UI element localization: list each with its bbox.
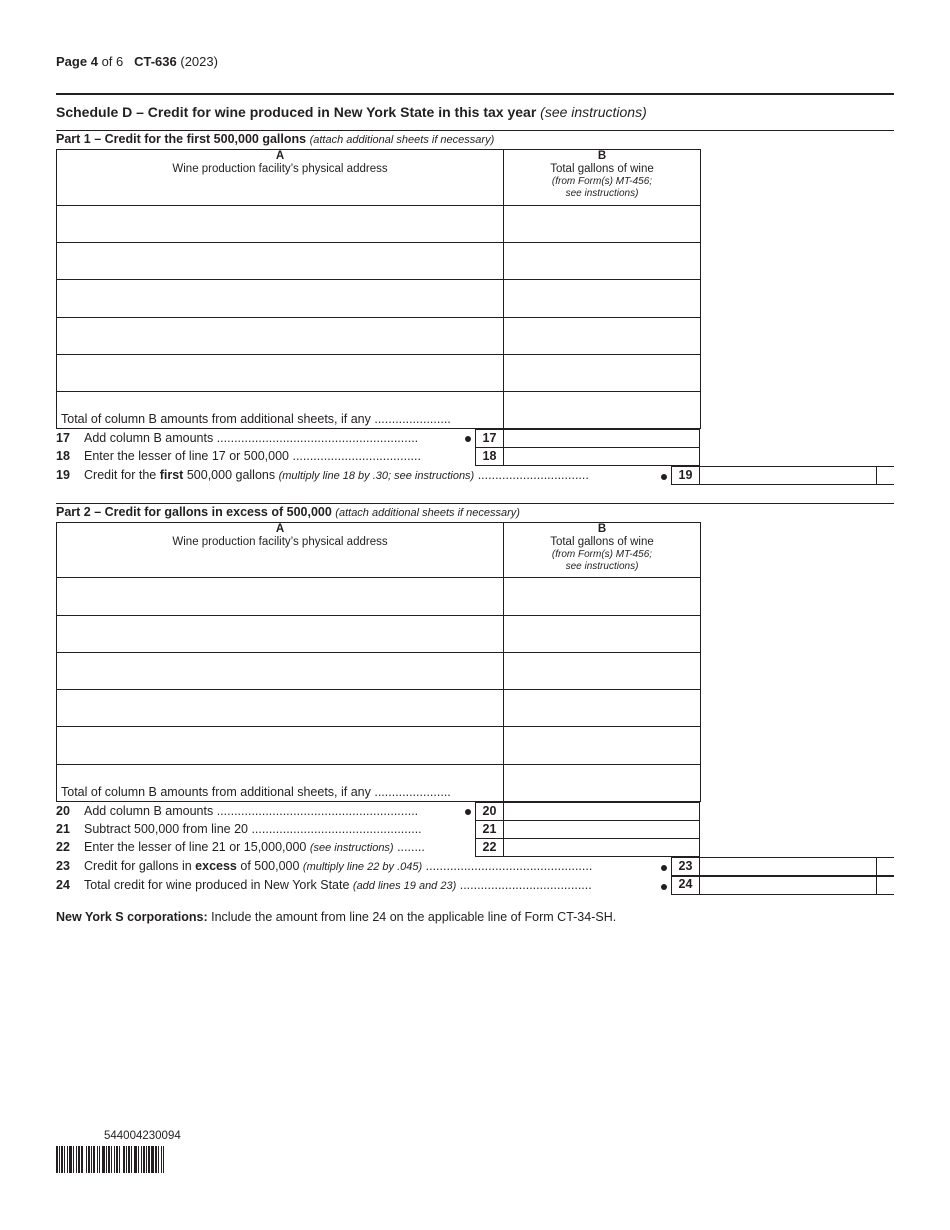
barcode-bar: [131, 1146, 132, 1173]
bullet-icon: [465, 809, 471, 815]
barcode-bar: [59, 1146, 60, 1173]
part2-col-a-header: A Wine production facility’s physical address: [57, 523, 504, 578]
line-22-number-box: 22: [475, 838, 504, 857]
barcode-bar: [141, 1146, 142, 1173]
barcode-bar: [78, 1146, 80, 1173]
barcode-bar: [158, 1146, 159, 1173]
barcode-bar: [128, 1146, 130, 1173]
part1-address-field[interactable]: [57, 355, 504, 392]
barcode-number: 544004230094: [104, 1130, 181, 1142]
part1-address-field[interactable]: [57, 280, 504, 318]
part1-title: Part 1 – Credit for the first 500,000 gallons (attach additional sheets if necessary): [56, 132, 495, 146]
barcode-bar: [111, 1146, 112, 1173]
barcode-bar: [102, 1146, 105, 1173]
page-header: Page 4 of 6 CT-636 (2023): [56, 54, 218, 69]
part2-total-label: Total of column B amounts from additional sheets, if any ......................: [57, 765, 504, 802]
line-21: 21 Subtract 500,000 from line 20 .................................................: [56, 822, 422, 836]
line-18-number-box: 18: [475, 447, 504, 466]
barcode-bar: [99, 1146, 100, 1173]
s-corporation-note: New York S corporations: Include the amount from line 24 on the applicable line of Form CT-34-SH.: [56, 910, 617, 924]
barcode-bar: [88, 1146, 90, 1173]
line-22-amount-field[interactable]: [503, 838, 700, 857]
part1-total-label: Total of column B amounts from additional sheets, if any ......................: [57, 392, 504, 429]
barcode-bar: [119, 1146, 120, 1173]
barcode-bar: [108, 1146, 110, 1173]
line-19-amount-field[interactable]: [699, 466, 894, 485]
part2-gallons-field[interactable]: [504, 727, 701, 765]
line-23-number-box: 23: [671, 857, 700, 876]
part2-address-field[interactable]: [57, 578, 504, 616]
part2-rule: [56, 503, 894, 504]
line-20-number-box: 20: [475, 802, 504, 821]
barcode-bar: [69, 1146, 72, 1173]
line-17-amount-field[interactable]: [503, 429, 700, 448]
part2-title: Part 2 – Credit for gallons in excess of 500,000 (attach additional sheets if necessary): [56, 505, 520, 519]
part1-gallons-field[interactable]: [504, 243, 701, 280]
part1-total-field[interactable]: [504, 392, 701, 429]
cents-divider: [876, 857, 877, 876]
schedule-title: Schedule D – Credit for wine produced in New York State in this tax year (see instructions): [56, 104, 647, 120]
line-23: 23 Credit for gallons in excess of 500,000 (multiply line 22 by .045) ................................................: [56, 859, 593, 873]
barcode-bar: [73, 1146, 74, 1173]
part1-table: [56, 149, 701, 429]
barcode-bar: [163, 1146, 164, 1173]
barcode-bar: [86, 1146, 87, 1173]
barcode-bar: [126, 1146, 127, 1173]
part1-address-field[interactable]: [57, 243, 504, 280]
line-24-bottom-rule: [671, 894, 894, 895]
barcode-bar: [97, 1146, 98, 1173]
line-19: 19 Credit for the first 500,000 gallons (multiply line 18 by .30; see instructions) ................................: [56, 468, 589, 482]
barcode-bar: [91, 1146, 92, 1173]
barcode-bar: [64, 1146, 65, 1173]
bullet-icon: [661, 474, 667, 480]
part1-address-field[interactable]: [57, 318, 504, 355]
cents-divider: [876, 876, 877, 895]
line-20: 20 Add column B amounts ..........................................................: [56, 804, 419, 818]
top-rule: [56, 93, 894, 95]
barcode-bar: [134, 1146, 137, 1173]
barcode-bar: [151, 1146, 154, 1173]
barcode-bar: [146, 1146, 147, 1173]
part2-gallons-field[interactable]: [504, 653, 701, 690]
barcode-bar: [106, 1146, 107, 1173]
barcode-bar: [93, 1146, 95, 1173]
line-21-number-box: 21: [475, 820, 504, 839]
part1-gallons-field[interactable]: [504, 318, 701, 355]
part2-col-b-header: B Total gallons of wine (from Form(s) MT-456; see instructions): [504, 523, 701, 578]
line-18: 18 Enter the lesser of line 17 or 500,000 .....................................: [56, 449, 421, 463]
barcode-bar: [56, 1146, 58, 1173]
line-24-amount-field[interactable]: [699, 876, 894, 895]
barcode-bar: [81, 1146, 83, 1173]
line-21-amount-field[interactable]: [503, 820, 700, 839]
line-22: 22 Enter the lesser of line 21 or 15,000,000 (see instructions) ........: [56, 840, 425, 854]
part2-gallons-field[interactable]: [504, 690, 701, 727]
barcode-bar: [67, 1146, 68, 1173]
line-19-bottom-rule: [671, 484, 894, 485]
part2-address-field[interactable]: [57, 616, 504, 653]
bullet-icon: [661, 884, 667, 890]
part2-table: [56, 522, 701, 802]
line-23-amount-field[interactable]: [699, 857, 894, 876]
schedule-rule: [56, 130, 894, 131]
line-19-number-box: 19: [671, 466, 700, 485]
part2-address-field[interactable]: [57, 727, 504, 765]
part2-address-field[interactable]: [57, 690, 504, 727]
part2-address-field[interactable]: [57, 653, 504, 690]
part1-gallons-field[interactable]: [504, 355, 701, 392]
barcode-bar: [155, 1146, 157, 1173]
part2-total-field[interactable]: [504, 765, 701, 802]
part1-col-a-header: A Wine production facility’s physical address: [57, 150, 504, 206]
part1-gallons-field[interactable]: [504, 280, 701, 318]
bullet-icon: [465, 436, 471, 442]
barcode-bar: [116, 1146, 118, 1173]
barcode-icon: [56, 1146, 238, 1173]
barcode-bar: [138, 1146, 139, 1173]
part2-gallons-field[interactable]: [504, 578, 701, 616]
part1-gallons-field[interactable]: [504, 206, 701, 243]
barcode-bar: [148, 1146, 150, 1173]
part2-gallons-field[interactable]: [504, 616, 701, 653]
line-17: 17 Add column B amounts ..........................................................: [56, 431, 419, 445]
barcode-bar: [76, 1146, 77, 1173]
barcode-bar: [61, 1146, 63, 1173]
line-17-number-box: 17: [475, 429, 504, 448]
barcode-bar: [123, 1146, 125, 1173]
barcode-bar: [143, 1146, 145, 1173]
bullet-icon: [661, 865, 667, 871]
cents-divider: [876, 466, 877, 485]
line-24-number-box: 24: [671, 876, 700, 895]
part1-address-field[interactable]: [57, 206, 504, 243]
line-20-amount-field[interactable]: [503, 802, 700, 821]
line-24: 24 Total credit for wine produced in New York State (add lines 19 and 23) ......................................: [56, 878, 592, 892]
part1-col-b-header: B Total gallons of wine (from Form(s) MT-456; see instructions): [504, 150, 701, 206]
line-18-amount-field[interactable]: [503, 447, 700, 466]
barcode-bar: [161, 1146, 162, 1173]
barcode-bar: [114, 1146, 115, 1173]
